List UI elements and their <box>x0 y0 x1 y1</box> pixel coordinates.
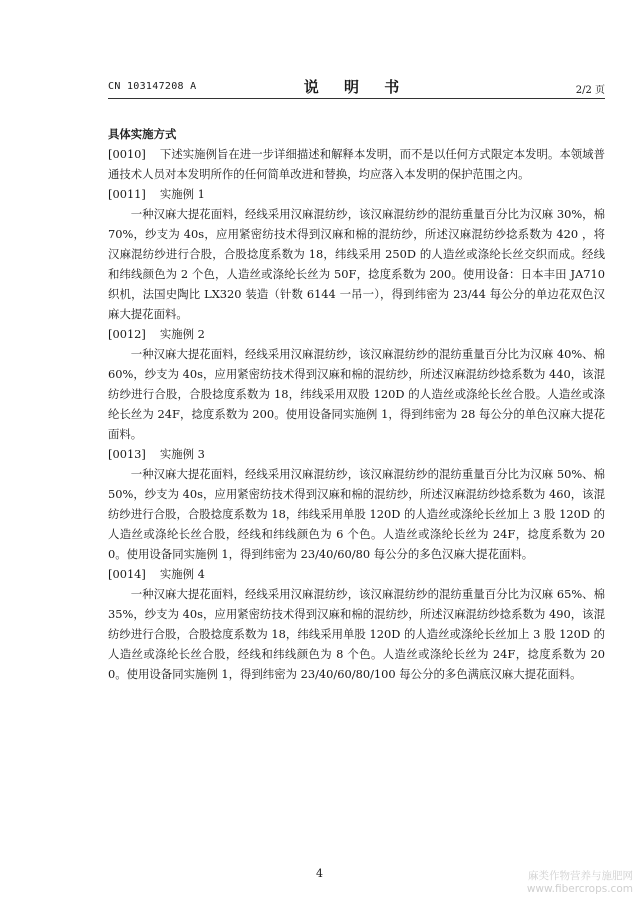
example-heading: 实施例 3 <box>159 447 205 461</box>
paragraph-0010 <box>108 144 605 184</box>
document-body <box>108 124 605 684</box>
paragraph-0012 <box>108 324 605 344</box>
paragraph-number: [0012] <box>108 327 146 341</box>
paragraph-number: [0011] <box>108 187 146 201</box>
paragraph-0014 <box>108 564 605 584</box>
publication-number: CN 103147208 A <box>108 81 197 92</box>
watermark-url: www.fibercrops.com <box>526 883 633 895</box>
example-3-text: 一种汉麻大提花面料，经线采用汉麻混纺纱，该汉麻混纺纱的混纺重量百分比为汉麻 50%、棉 50%，纱支为 40s，应用紧密纺技术得到汉麻和棉的混纺纱，所述汉麻混纺纱捻系数为 460，该混纺纱进行合股，合股捻度系数为 18，纬线采用单股 120D 的人造丝或涤纶长丝加上 3 股 120D 的人造丝或涤纶长丝合股，经线和纬线颜色为 6 个色。人造丝或涤纶长丝为 24F，捻度系数为 200。使用设备同实施例 1，得到纬密为 23/40/60/80 每公分的多色汉麻大提花面料。 <box>108 467 605 561</box>
paragraph-number: [0010] <box>108 147 146 161</box>
paragraph-number: [0013] <box>108 447 146 461</box>
example-heading: 实施例 4 <box>159 567 205 581</box>
example-heading: 实施例 2 <box>159 327 205 341</box>
section-title: 具体实施方式 <box>108 127 177 141</box>
example-4-text: 一种汉麻大提花面料，经线采用汉麻混纺纱，该汉麻混纺纱的混纺重量百分比为汉麻 65%、棉 35%，纱支为 40s，应用紧密纺技术得到汉麻和棉的混纺纱，所述汉麻混纺纱捻系数为 490，该混纺纱进行合股，合股捻度系数为 18，纬线采用单股 120D 的人造丝或涤纶长丝加上 3 股 120D 的人造丝或涤纶长丝合股，经线和纬线颜色为 8 个色。人造丝或涤纶长丝为 24F，捻度系数为 200。使用设备同实施例 1，得到纬密为 23/40/60/80/100 每公分的多色满底汉麻大提花面料。 <box>108 587 605 681</box>
page-header <box>108 76 605 96</box>
page-indicator: 2/2 页 <box>575 85 605 96</box>
watermark-title: 麻类作物营养与施肥网 <box>528 870 633 882</box>
paragraph-text: 下述实施例旨在进一步详细描述和解释本发明，而不是以任何方式限定本发明。本领域普通技术人员对本发明所作的任何简单改进和替换，均应落入本发明的保护范围之内。 <box>108 147 605 181</box>
document-title: 说 明 书 <box>303 78 410 96</box>
example-1-text: 一种汉麻大提花面料，经线采用汉麻混纺纱，该汉麻混纺纱的混纺重量百分比为汉麻 30%，棉 70%，纱支为 40s，应用紧密纺技术得到汉麻和棉的混纺纱，所述汉麻混纺纱捻系数为 420 ，将汉麻混纺纱进行合股，合股捻度系数为 18，纬线采用 250D 的人造丝或涤纶长丝交织而成。经线和纬线颜色为 2 个色，人造丝或涤纶长丝为 50F，捻度系数为 200。使用设备：日本丰田 JA710 织机，法国史陶比 LX320 装造（针数 6144 一吊一），得到纬密为 23/44 每公分的单边花双色汉麻大提花面料。 <box>108 207 605 321</box>
example-2-text: 一种汉麻大提花面料，经线采用汉麻混纺纱，该汉麻混纺纱的混纺重量百分比为汉麻 40%、棉 60%，纱支为 40s，应用紧密纺技术得到汉麻和棉的混纺纱，所述汉麻混纺纱捻系数为 440，该混纺纱进行合股，合股捻度系数为 18，纬线采用双股 120D 的人造丝或涤纶长丝合股。人造丝或涤纶长丝为 24F，捻度系数为 200。使用设备同实施例 1，得到纬密为 28 每公分的单色汉麻大提花面料。 <box>108 347 605 441</box>
paragraph-0011 <box>108 184 605 204</box>
page-number: 4 <box>316 867 323 880</box>
paragraph-0013 <box>108 444 605 464</box>
header-divider <box>108 98 605 99</box>
paragraph-number: [0014] <box>108 567 146 581</box>
example-heading: 实施例 1 <box>159 187 205 201</box>
site-watermark <box>527 870 633 896</box>
